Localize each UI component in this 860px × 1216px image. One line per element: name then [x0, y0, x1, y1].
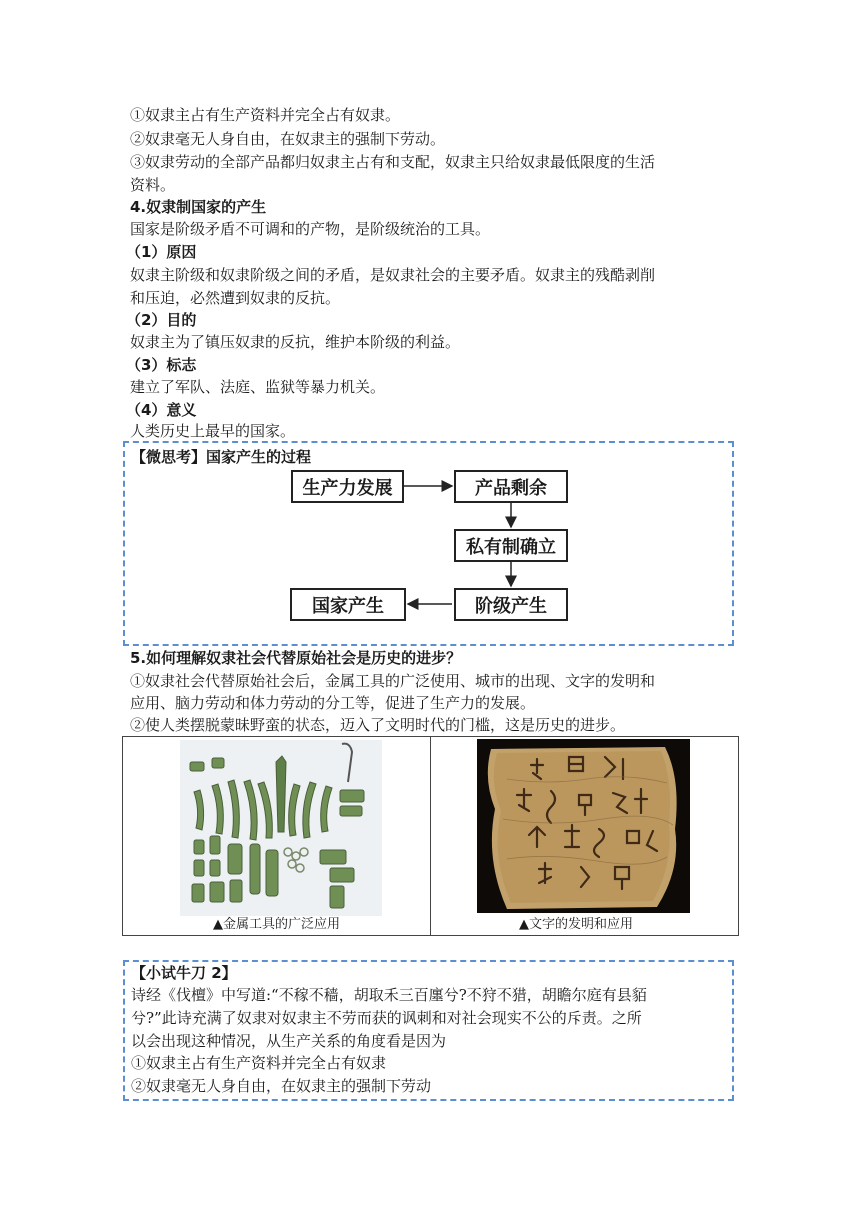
practice-box-title: 【小试牛刀 2】: [131, 964, 237, 982]
flow-node-surplus: 产品剩余: [454, 470, 568, 503]
left-image-caption: ▲金属工具的广泛应用: [213, 917, 340, 932]
think-box: [123, 441, 734, 646]
right-image-caption: ▲文字的发明和应用: [519, 917, 633, 932]
bronze-tools-image: [180, 740, 382, 916]
meaning-text: 人类历史上最早的国家。: [130, 422, 296, 440]
purpose-text: 奴隶主为了镇压奴隶的反抗，维护本阶级的利益。: [130, 333, 461, 351]
sign-text: 建立了军队、法庭、监狱等暴力机关。: [130, 378, 386, 396]
flow-node-private-ownership: 私有制确立: [454, 529, 568, 562]
flow-node-state: 国家产生: [290, 588, 406, 621]
section-heading-5: 5.如何理解奴隶社会代替原始社会是历史的进步？: [130, 649, 462, 667]
section4-intro: 国家是阶级矛盾不可调和的产物，是阶级统治的工具。: [130, 220, 491, 238]
oracle-bone-image: [477, 739, 690, 913]
progress-point-1-line1: ①奴隶社会代替原始社会后，金属工具的广泛使用、城市的出现、文字的发明和: [130, 672, 656, 690]
practice-line-3: 以会出现这种情况，从生产关系的角度看是因为: [131, 1032, 447, 1050]
image-table: [122, 736, 739, 936]
practice-option-1: ①奴隶主占有生产资料并完全占有奴隶: [131, 1054, 387, 1072]
reason-title: （1）原因: [126, 243, 197, 261]
flow-node-productivity: 生产力发展: [291, 470, 404, 503]
reason-line-1: 奴隶主阶级和奴隶阶级之间的矛盾，是奴隶社会的主要矛盾。奴隶主的残酷剥削: [130, 266, 656, 284]
reason-line-2: 和压迫，必然遭到奴隶的反抗。: [130, 289, 341, 307]
practice-option-2: ②奴隶毫无人身自由，在奴隶主的强制下劳动: [131, 1077, 432, 1095]
flow-node-class: 阶级产生: [454, 588, 568, 621]
purpose-title: （2）目的: [126, 311, 197, 329]
flow-arrows: [125, 443, 736, 648]
feature-item-2: ②奴隶毫无人身自由，在奴隶主的强制下劳动。: [130, 130, 446, 148]
practice-box: [123, 960, 734, 1101]
progress-point-2: ②使人类摆脱蒙昧野蛮的状态，迈入了文明时代的门槛，这是历史的进步。: [130, 716, 626, 734]
feature-item-1: ①奴隶主占有生产资料并完全占有奴隶。: [130, 106, 401, 124]
feature-item-3-line1: ③奴隶劳动的全部产品都归奴隶主占有和支配，奴隶主只给奴隶最低限度的生活: [130, 153, 656, 171]
sign-title: （3）标志: [126, 356, 197, 374]
practice-line-1: 诗经《伐檀》中写道:“不稼不穑，胡取禾三百廛兮?不狩不猎，胡瞻尔庭有县貊: [131, 986, 647, 1004]
meaning-title: （4）意义: [126, 401, 197, 419]
think-box-title: 【微思考】国家产生的过程: [131, 448, 312, 466]
progress-point-1-line2: 应用、脑力劳动和体力劳动的分工等，促进了生产力的发展。: [130, 694, 536, 712]
section-heading-4: 4.奴隶制国家的产生: [130, 198, 267, 216]
feature-item-3-line2: 资料。: [130, 176, 176, 194]
practice-line-2: 兮?”此诗充满了奴隶对奴隶主不劳而获的讽刺和对社会现实不公的斥责。之所: [131, 1009, 642, 1027]
table-divider: [430, 737, 431, 935]
